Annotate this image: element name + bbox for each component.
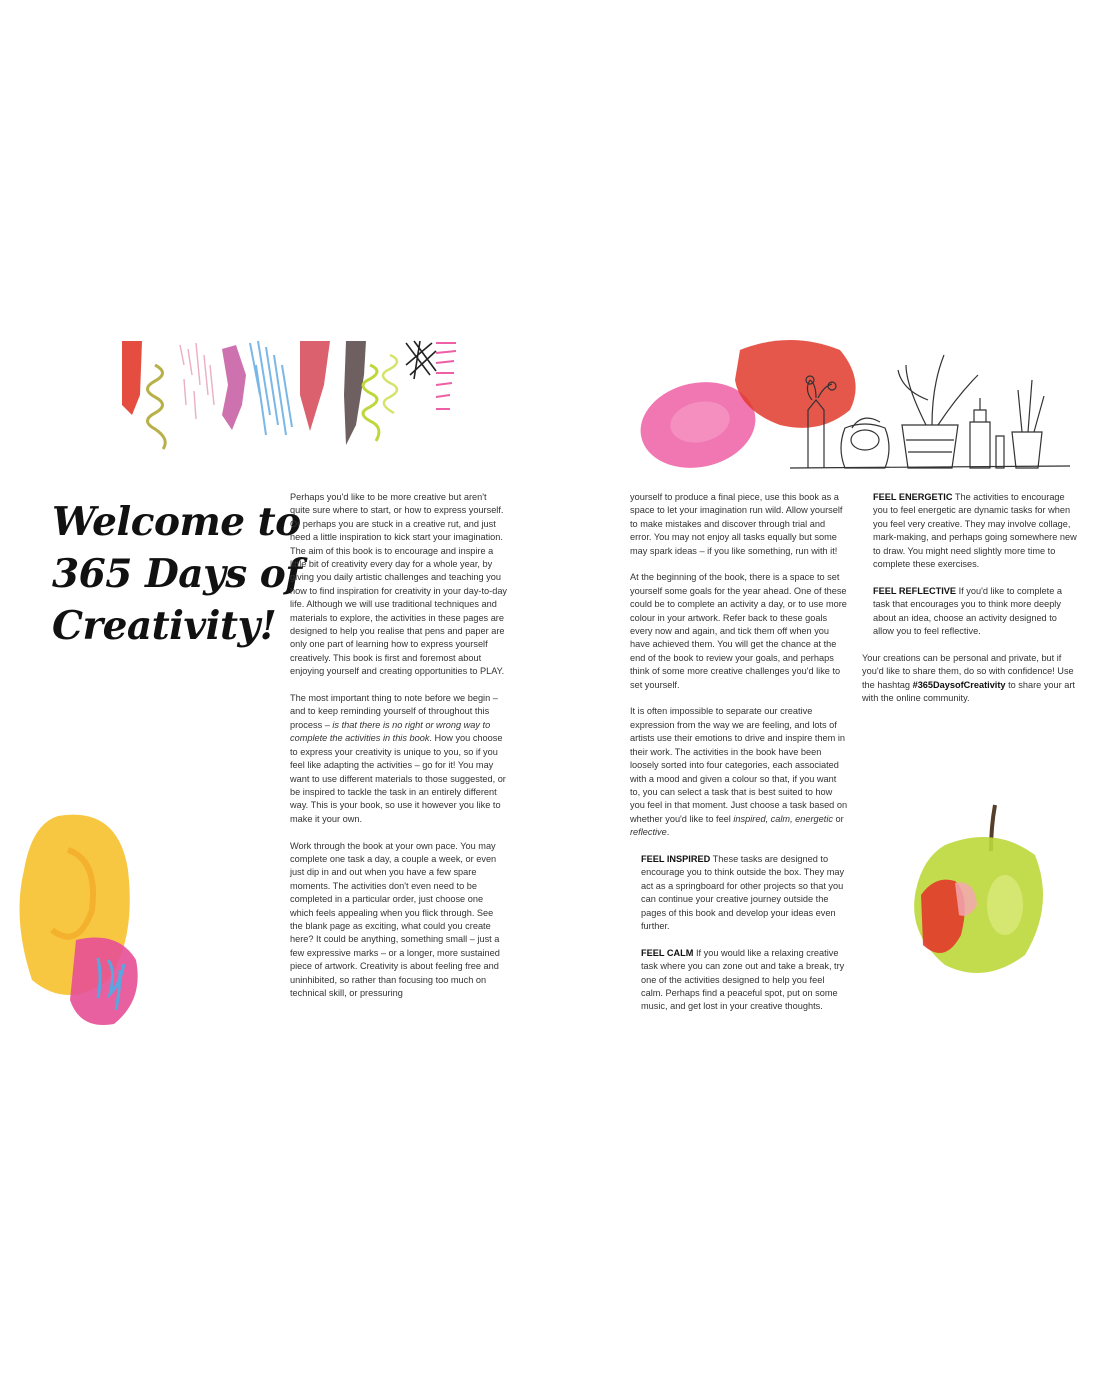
text-run: .: [666, 827, 670, 838]
paragraph: At the beginning of the book, there is a space to set yourself some goals for the year ahead. One of these could be to complete an activity a day, or to use more colour in your artwork. Refer back to these goals every now and again, and tick them off when you have achieved them. You will get the chance at the end of the book to review your goals, and perhaps think of some more creative challenges you'd like to set yourself.: [630, 572, 847, 690]
text-column-1: [290, 491, 508, 1014]
text-run: or: [832, 813, 844, 824]
feel-inspired-paragraph: [630, 853, 848, 933]
text-run: to share your art with the online community.: [862, 679, 1075, 704]
apple-illustration: [905, 795, 1065, 985]
feel-calm-paragraph: [630, 947, 848, 1014]
text-run: These tasks are designed to encourage you to think outside the box. They may act as a springboard for other projects so that you can continue your creative journey outside the pages of this book and develop your ideas even further.: [641, 853, 845, 931]
text-run: If you would like a relaxing creative task where you can zone out and take a break, try one of the activities designed to help you feel calm. Perhaps find a peaceful spot, put on some music, and get lost in your creative thoughts.: [641, 947, 845, 1012]
brush-strokes-illustration: [110, 335, 470, 465]
paragraph: [630, 705, 848, 839]
text-run: The activities to encourage you to feel energetic are dynamic tasks for when you feel very creative. They may involve collage, mark-making, and perhaps going somewhere new to draw. You might need slightly more time to complete these exercises.: [873, 492, 1077, 570]
title-line: 365 Days of: [52, 551, 302, 597]
title-line: Welcome to: [52, 499, 301, 545]
share-paragraph: [862, 652, 1080, 706]
text-run: If you'd like to complete a task that encourages you to think more deeply about an idea, choose an activity designed to allow you to feel reflective.: [873, 585, 1062, 637]
category-label: FEEL INSPIRED: [641, 853, 711, 864]
emphasis-text: is that there is no right or wrong way to complete the activities in this book: [290, 719, 491, 744]
text-run: It is often impossible to separate our creative expression from the way we are feeling, and lots of artists use their emotions to drive and inspire them in their work. The activities in the book have been loosely sorted into four categories, each associated with a mood and given a colour so that, if you want to, you can select a task that is best suited to how you feel in that moment. Just choose a task based on whether you'd like to feel: [630, 706, 848, 824]
paragraph: Perhaps you'd like to be more creative but aren't quite sure where to start, or how to express yourself. Or perhaps you are stuck in a creative rut, and just need a little inspiration to kick start your imagination. The aim of this book is to encourage and inspire a little bit of creativity every day for a whole year, by giving you daily artistic challenges and teaching you how to find inspiration for creativity in your day-to-day life. Although we will use traditional techniques and materials to explore, the activities in these pages are designed to help you realise that pens and paper are only one part of learning how to express yourself creatively. This book is first and foremost about enjoying yourself and creating opportunities to PLAY.: [290, 492, 508, 677]
emphasis-text: inspired, calm, energetic: [733, 813, 833, 824]
feel-reflective-paragraph: [862, 585, 1080, 639]
hashtag: #365DaysofCreativity: [912, 679, 1006, 690]
text-run: Your creations can be personal and private, but if you'd like to share them, do so with confidence! Use the hashtag: [862, 652, 1074, 690]
paragraph: [290, 692, 508, 826]
category-label: FEEL REFLECTIVE: [873, 585, 957, 596]
category-label: FEEL CALM: [641, 947, 694, 958]
text-column-2: [630, 491, 848, 1027]
title-line: Creativity!: [52, 603, 277, 649]
text-column-3: [862, 491, 1080, 719]
paragraph: Work through the book at your own pace. You may complete one task a day, a couple a week, or even just dip in and out when you have a few spare moments. The activities don't even need to be completed in a particular order, just choose one which feels appealing when you flick through. See the blank page as exciting, what could you create here? It could be anything, something small – just a few expressive marks – or a longer, more sustained piece of artwork. Creativity is about feeling free and uninhibited, so rather than focusing too much on technical skill, or pressuring: [290, 840, 500, 998]
emphasis-text: reflective: [630, 827, 667, 838]
paragraph: yourself to produce a final piece, use this book as a space to let your imagination run wild. Allow yourself to make mistakes and discover through trial and error. You may not enjoy all tasks equally but some may spark ideas – if you like something, run with it!: [630, 492, 843, 556]
feel-energetic-paragraph: [862, 491, 1080, 571]
category-label: FEEL ENERGETIC: [873, 492, 953, 502]
text-run: . How you choose to express your creativity is unique to you, so if you feel like adapting the activities – go for it! You may want to use different materials to those suggested, or be inspired to tackle the task in an entirely different way. This is your book, so use it however you like to make it your own.: [290, 733, 506, 824]
text-run: The most important thing to note before we begin – and to keep reminding yourself of throughout this process –: [290, 693, 498, 730]
yellow-paint-blob: [18, 810, 168, 1030]
still-life-illustration: [640, 340, 1080, 480]
page-title: [52, 496, 302, 652]
